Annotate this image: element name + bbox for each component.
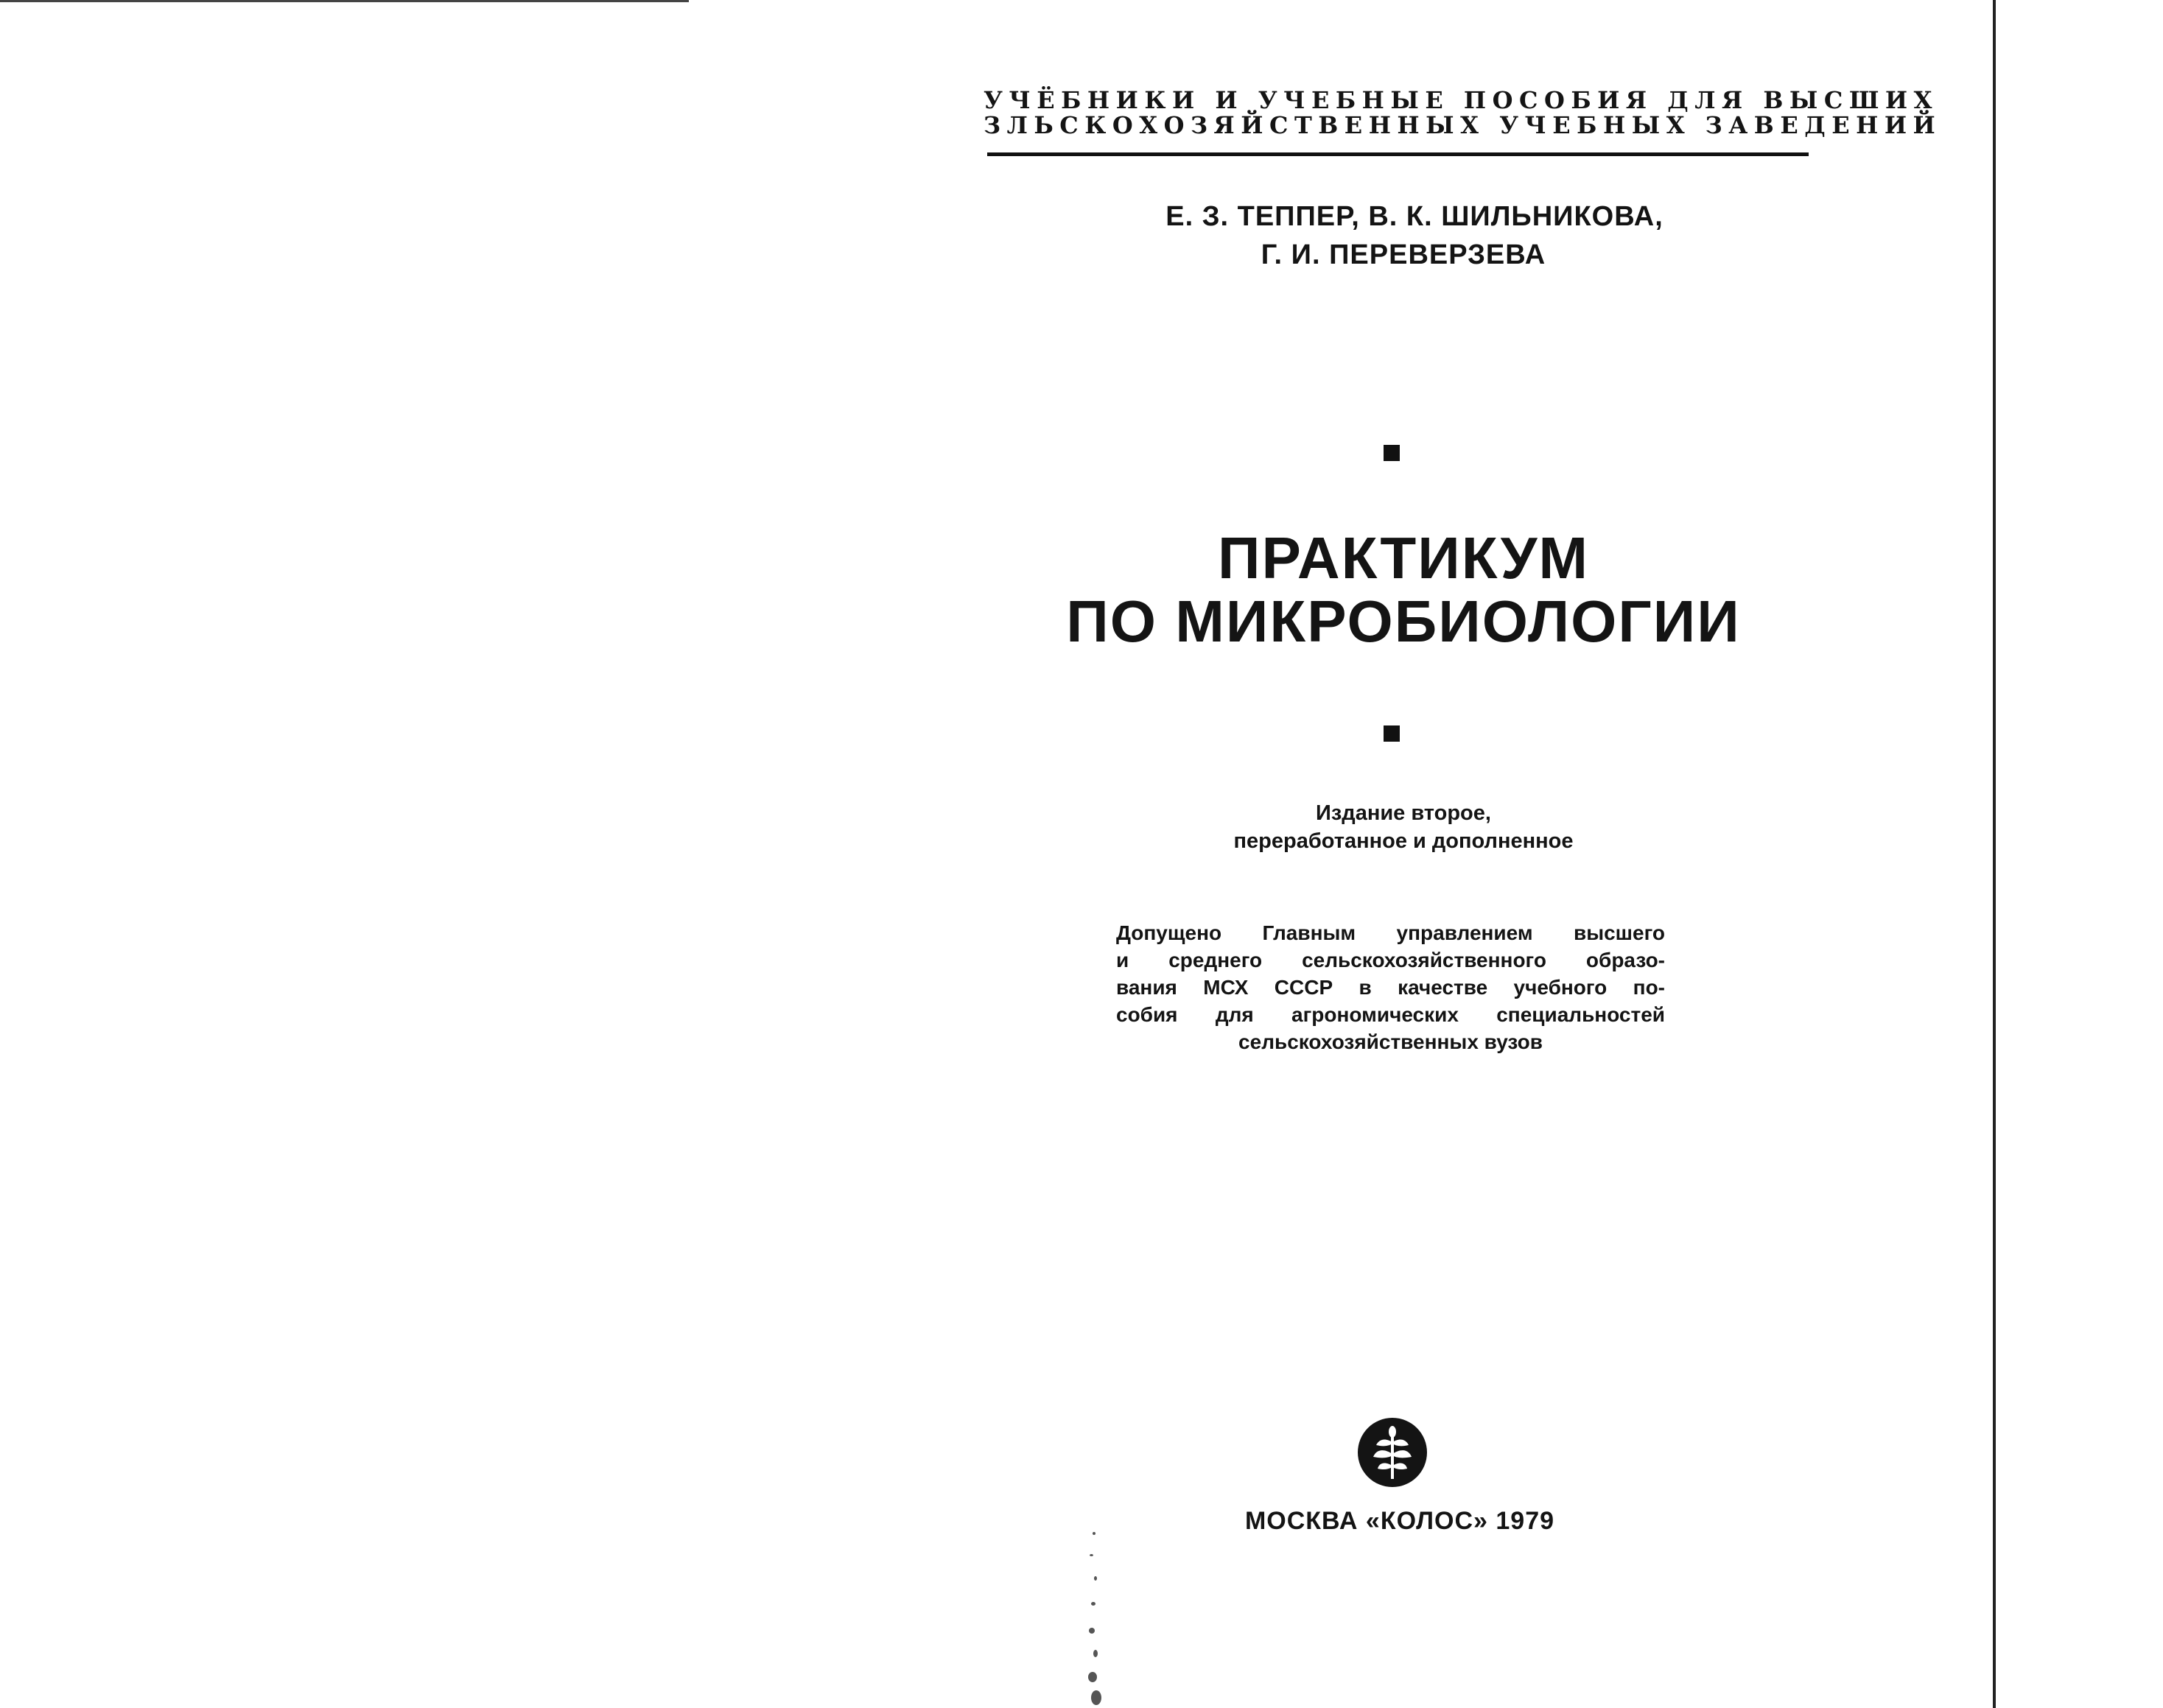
approval-line: Допущено Главным управлением высшего (1116, 921, 1665, 944)
authors-line-2: Г. И. ПЕРЕВЕРЗЕВА (1261, 239, 1546, 270)
square-bullet-icon (1384, 445, 1400, 461)
approval-line: сельскохозяйственных вузов (1238, 1030, 1543, 1053)
edition-line-1: Издание второе, (1316, 801, 1491, 825)
publisher-imprint: МОСКВА «КОЛОС» 1979 (1244, 1507, 1555, 1535)
book-title-line-2: ПО МИКРОБИОЛОГИИ (1066, 588, 1741, 654)
approval-line: и среднего сельскохозяйственного образо- (1116, 949, 1665, 971)
series-divider (987, 152, 1809, 156)
edition-line-2: переработанное и дополненное (1233, 829, 1574, 853)
authors-line-1: Е. З. ТЕППЕР, В. К. ШИЛЬНИКОВА, (1165, 201, 1664, 232)
kolos-publisher-logo-icon (1356, 1416, 1429, 1489)
square-bullet-icon (1384, 725, 1400, 742)
approval-line: собия для агрономических специальностей (1116, 1003, 1665, 1026)
scan-noise (1087, 1525, 1103, 1708)
series-title-line-2: ЗЛЬСКОХОЗЯЙСТВЕННЫХ УЧЕБНЫХ ЗАВЕДЕНИЙ (984, 111, 1942, 139)
approval-statement (1116, 919, 1665, 1055)
book-title-line-1: ПРАКТИКУМ (1217, 525, 1589, 591)
approval-line: вания МСХ СССР в качестве учебного по- (1116, 976, 1665, 999)
page-edge (1993, 0, 1996, 1708)
scan-edge-line (0, 0, 689, 2)
series-title-line-1: УЧЁБНИКИ И УЧЕБНЫЕ ПОСОБИЯ ДЛЯ ВЫСШИХ (984, 86, 1938, 114)
